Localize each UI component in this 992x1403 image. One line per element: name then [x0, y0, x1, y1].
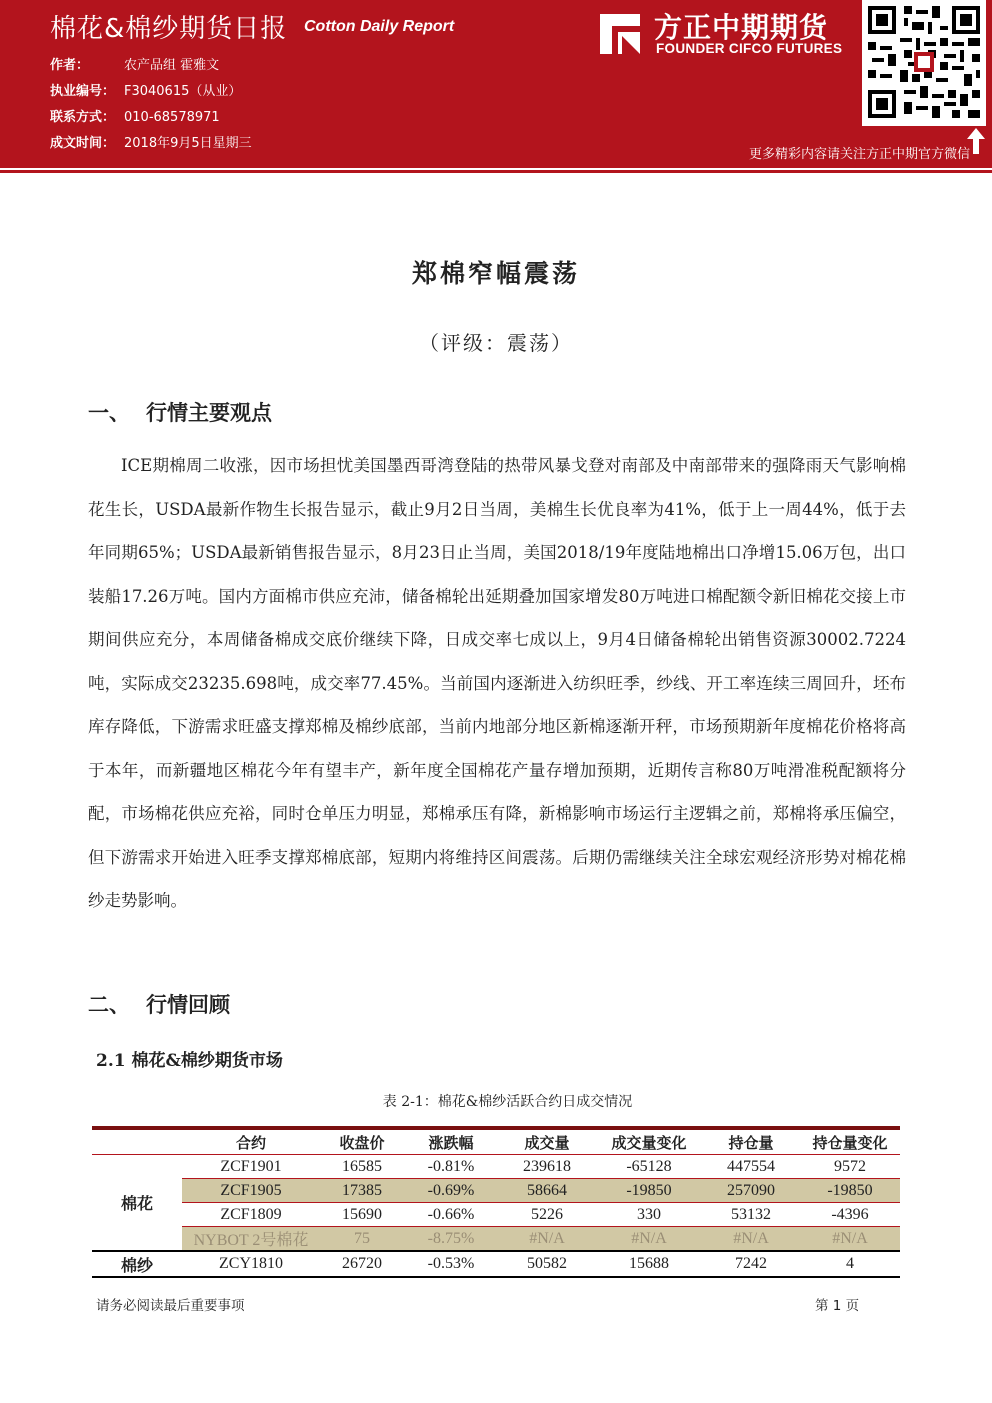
table-cell: 239618 — [498, 1155, 596, 1179]
section-title: 行情主要观点 — [146, 400, 272, 425]
table-header-cell: 成交量 — [498, 1130, 596, 1155]
table-cell: NYBOT 2号棉花 — [182, 1227, 320, 1252]
table-header-cell: 涨跌幅 — [404, 1130, 498, 1155]
meta-contact — [50, 106, 220, 125]
qr-code — [862, 0, 986, 126]
table-cell: -8.75% — [404, 1227, 498, 1252]
section-title: 行情回顾 — [146, 992, 230, 1017]
follow-wechat-text: 更多精彩内容请关注方正中期官方微信 — [748, 147, 970, 162]
table-cell: 50582 — [498, 1251, 596, 1277]
meta-value: 2018年9月5日星期三 — [124, 136, 252, 151]
table-header-cell: 成交量变化 — [596, 1130, 702, 1155]
table-header-cell: 持仓量变化 — [800, 1130, 900, 1155]
table-cell: 26720 — [320, 1251, 404, 1277]
header-divider — [0, 170, 992, 173]
table-header-cell: 持仓量 — [702, 1130, 800, 1155]
table-header-cell: 合约 — [182, 1130, 320, 1155]
section-number: 二、 — [88, 992, 130, 1017]
sub-heading-futures-market: 2.1 棉花&棉纱期货市场 — [96, 1051, 283, 1071]
meta-label: 作者： — [50, 58, 90, 73]
meta-label: 成文时间： — [50, 136, 116, 151]
table-cell: 9572 — [800, 1155, 900, 1179]
table-cell: 15688 — [596, 1251, 702, 1277]
table-cell: -19850 — [800, 1179, 900, 1203]
table-cell: #N/A — [702, 1227, 800, 1252]
table-cell: 7242 — [702, 1251, 800, 1277]
table-cell: 53132 — [702, 1203, 800, 1227]
table-cell: #N/A — [800, 1227, 900, 1252]
up-arrow-icon — [967, 128, 985, 154]
table-cell: #N/A — [596, 1227, 702, 1252]
meta-value: 农产品组 霍雅文 — [124, 58, 220, 73]
section-number: 一、 — [88, 400, 130, 425]
table-row — [92, 1251, 900, 1277]
logo-chinese-name: 方正中期期货 — [654, 11, 829, 44]
table-cell: 5226 — [498, 1203, 596, 1227]
meta-license — [50, 80, 241, 99]
table-cell: -0.81% — [404, 1155, 498, 1179]
section-heading-review — [88, 989, 230, 1019]
table-row — [92, 1155, 900, 1179]
table-header-row — [92, 1130, 900, 1155]
document-title: 郑棉窄幅震荡 — [411, 259, 580, 288]
meta-label: 执业编号： — [50, 84, 116, 99]
table-cell: 17385 — [320, 1179, 404, 1203]
section-heading-outlook — [88, 397, 272, 427]
table-cell: 16585 — [320, 1155, 404, 1179]
report-title: 棉花&棉纱期货日报 — [50, 14, 288, 44]
table-cell: #N/A — [498, 1227, 596, 1252]
document-rating: （评级：震荡） — [419, 331, 573, 355]
meta-date — [50, 132, 252, 151]
table-cell: 447554 — [702, 1155, 800, 1179]
table-cell: 330 — [596, 1203, 702, 1227]
futures-table — [92, 1126, 900, 1278]
table-cell: 58664 — [498, 1179, 596, 1203]
table-cell: ZCF1905 — [182, 1179, 320, 1203]
outlook-paragraph: ICE期棉周二收涨，因市场担忧美国墨西哥湾登陆的热带风暴戈登对南部及中南部带来的强降雨天气影响棉花生长，USDA最新作物生长报告显示，截止9月2日当周，美棉生长优良率为41%，低于上一周44%，低于去年同期65%；USDA最新销售报告显示，8月23日止当周，美国2018/19年度陆地棉出口净增15.06万包，出口装船17.26万吨。国内方面棉市供应充沛，储备棉轮出延期叠加国家增发80万吨进口棉配额令新旧棉花交接上市期间供应充分，本周储备棉成交底价继续下降，日成交率七成以上，9月4日储备棉轮出销售资源30002.7224吨，实际成交23235.698吨，成交率77.45%。当前国内逐渐进入纺织旺季，纱线、开工率连续三周回升，坯布库存降低，下游需求旺盛支撑郑棉及棉纱底部，当前内地部分地区新棉逐渐开秤，市场预期新年度棉花价格将高于本年，而新疆地区棉花今年有望丰产，新年度全国棉花产量存增加预期，近期传言称80万吨滑准税配额将分配，市场棉花供应充裕，同时仓单压力明显，郑棉承压有降，新棉影响市场运行主逻辑之前，郑棉将承压偏空，但下游需求开始进入旺季支撑郑棉底部，短期内将维持区间震荡。后期仍需继续关注全球宏观经济形势对棉花棉纱走势影响。 — [88, 456, 906, 910]
table-cell: 15690 — [320, 1203, 404, 1227]
page-number: 第 1 页 — [815, 1298, 860, 1314]
table-group-label: 棉纱 — [92, 1251, 182, 1277]
table-cell: 75 — [320, 1227, 404, 1252]
table-header-group — [92, 1130, 182, 1155]
meta-value: 010-68578971 — [124, 110, 220, 125]
table-header-cell: 收盘价 — [320, 1130, 404, 1155]
table-cell: ZCY1810 — [182, 1251, 320, 1277]
table-cell: ZCF1809 — [182, 1203, 320, 1227]
table-cell: ZCF1901 — [182, 1155, 320, 1179]
table-cell: 4 — [800, 1251, 900, 1277]
table-cell: 257090 — [702, 1179, 800, 1203]
table-row — [92, 1179, 900, 1203]
logo-english-name: FOUNDER CIFCO FUTURES — [656, 41, 843, 56]
table-group-label: 棉花 — [120, 1194, 153, 1213]
report-subtitle: Cotton Daily Report — [304, 18, 455, 35]
footer-disclaimer: 请务必阅读最后重要事项 — [96, 1298, 245, 1314]
report-header — [0, 0, 992, 168]
table-caption: 表 2-1：棉花&棉纱活跃合约日成交情况 — [382, 1094, 633, 1110]
table-row — [92, 1227, 900, 1252]
meta-label: 联系方式： — [50, 110, 116, 125]
table-cell: -4396 — [800, 1203, 900, 1227]
table-cell: -0.66% — [404, 1203, 498, 1227]
founder-logo-icon — [598, 12, 642, 56]
table-cell: -0.69% — [404, 1179, 498, 1203]
meta-value: F3040615（从业） — [124, 84, 242, 99]
table-cell: -65128 — [596, 1155, 702, 1179]
table-cell: -0.53% — [404, 1251, 498, 1277]
table-row — [92, 1203, 900, 1227]
qr-code-icon — [868, 6, 980, 118]
meta-author — [50, 54, 219, 73]
table-cell: -19850 — [596, 1179, 702, 1203]
